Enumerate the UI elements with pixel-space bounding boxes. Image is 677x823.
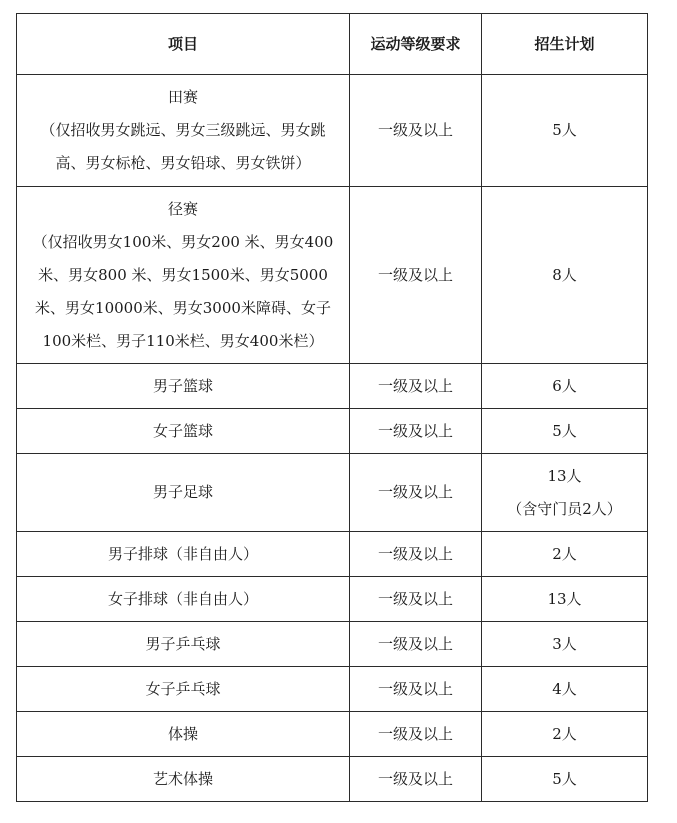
project-line: 男子足球 xyxy=(152,483,213,501)
table-row xyxy=(17,532,648,577)
plan-line: 13人 xyxy=(547,466,582,485)
cell-level: 一级及以上 xyxy=(350,75,482,187)
table-row xyxy=(17,409,648,454)
cell-plan xyxy=(482,187,648,364)
project-line: 米、男女800 米、男女1500米、男女5000 xyxy=(38,265,328,284)
cell-project xyxy=(17,757,350,802)
project-line: 女子乒乓球 xyxy=(145,679,221,698)
cell-project xyxy=(17,712,350,757)
cell-project xyxy=(17,454,350,532)
cell-level: 一级及以上 xyxy=(350,409,482,454)
table-row xyxy=(17,187,648,364)
cell-plan xyxy=(482,667,648,712)
project-line: 男子篮球 xyxy=(152,376,213,395)
cell-project xyxy=(17,409,350,454)
plan-line: 5人 xyxy=(552,769,577,788)
project-line: （仅招收男女跳远、男女三级跳远、男女跳 xyxy=(40,121,326,139)
table-body xyxy=(17,75,648,802)
cell-level: 一级及以上 xyxy=(350,757,482,802)
project-line: 100米栏、男子110米栏、男女400米栏） xyxy=(42,331,324,350)
cell-level: 一级及以上 xyxy=(350,577,482,622)
header-level: 运动等级要求 xyxy=(350,14,482,75)
cell-plan xyxy=(482,364,648,409)
project-line: 男子乒乓球 xyxy=(145,634,221,653)
cell-project xyxy=(17,622,350,667)
plan-line: 2人 xyxy=(552,544,577,563)
cell-plan xyxy=(482,532,648,577)
project-line: （仅招收男女100米、男女200 米、男女400 xyxy=(32,232,334,251)
plan-line: 4人 xyxy=(552,679,577,698)
table-row xyxy=(17,622,648,667)
plan-line: 3人 xyxy=(552,634,577,653)
cell-level: 一级及以上 xyxy=(350,667,482,712)
cell-plan xyxy=(482,454,648,532)
cell-project xyxy=(17,364,350,409)
cell-level: 一级及以上 xyxy=(350,622,482,667)
header-plan: 招生计划 xyxy=(482,14,648,75)
plan-line: 2人 xyxy=(552,724,577,743)
table-row xyxy=(17,712,648,757)
project-line: 径赛 xyxy=(167,199,198,218)
table-header-row xyxy=(17,14,648,75)
table-row xyxy=(17,577,648,622)
project-line: 体操 xyxy=(167,724,198,743)
table-row xyxy=(17,757,648,802)
admission-plan-table xyxy=(16,13,648,802)
table-row xyxy=(17,75,648,187)
project-line: 米、男女10000米、男女3000米障碍、女子 xyxy=(35,298,331,317)
cell-project xyxy=(17,667,350,712)
table-row xyxy=(17,364,648,409)
cell-plan xyxy=(482,409,648,454)
header-project: 项目 xyxy=(17,14,350,75)
table-row xyxy=(17,454,648,532)
project-line: 田赛 xyxy=(167,88,198,106)
cell-project xyxy=(17,532,350,577)
cell-project xyxy=(17,75,350,187)
plan-line: 5人 xyxy=(552,421,577,440)
cell-level: 一级及以上 xyxy=(350,532,482,577)
cell-level: 一级及以上 xyxy=(350,712,482,757)
cell-plan xyxy=(482,757,648,802)
cell-plan xyxy=(482,622,648,667)
cell-level: 一级及以上 xyxy=(350,454,482,532)
plan-line: 6人 xyxy=(552,376,577,395)
project-line: 艺术体操 xyxy=(152,769,213,788)
plan-line: 5人 xyxy=(552,121,577,139)
cell-plan xyxy=(482,75,648,187)
plan-line: （含守门员2人） xyxy=(507,499,622,518)
table-row xyxy=(17,667,648,712)
project-line: 女子篮球 xyxy=(152,421,213,440)
cell-plan xyxy=(482,577,648,622)
project-line: 高、男女标枪、男女铅球、男女铁饼） xyxy=(55,154,311,172)
cell-project xyxy=(17,577,350,622)
plan-line: 8人 xyxy=(552,265,577,284)
cell-plan xyxy=(482,712,648,757)
cell-level: 一级及以上 xyxy=(350,364,482,409)
cell-project xyxy=(17,187,350,364)
project-line: 男子排球（非自由人） xyxy=(107,544,258,563)
cell-level: 一级及以上 xyxy=(350,187,482,364)
project-line: 女子排球（非自由人） xyxy=(107,589,258,608)
plan-line: 13人 xyxy=(547,589,582,608)
